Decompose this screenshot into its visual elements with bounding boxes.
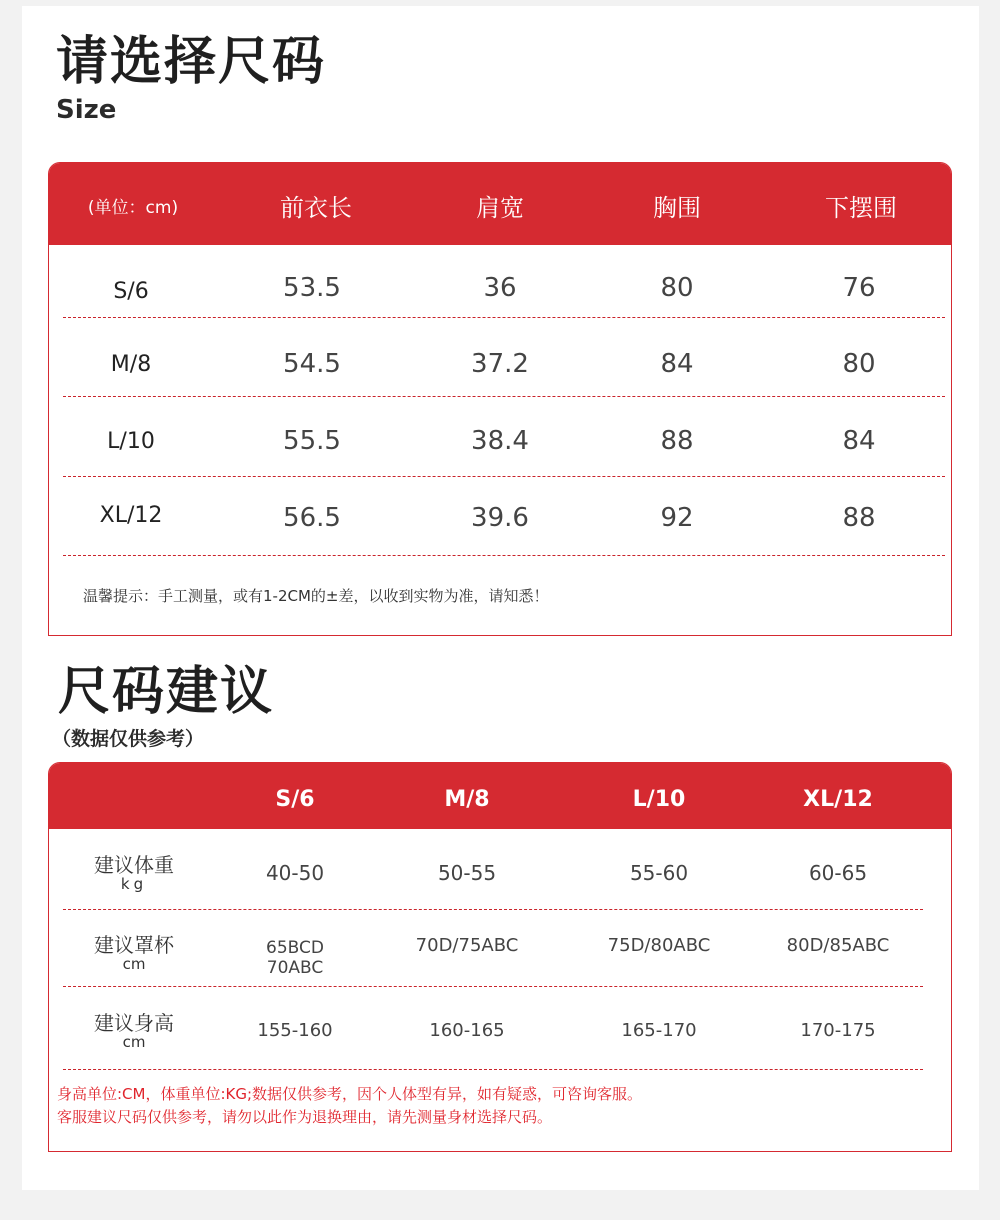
recommend-header-m: M/8 [444,787,490,812]
value-hem: 76 [842,273,876,303]
size-label: XL/12 [99,503,163,528]
value-shoulder: 36 [483,273,517,303]
size-label: S/6 [113,279,149,304]
row-label-weight: 建议体重 [94,853,174,877]
measurement-note: 温馨提示：手工测量，或有1-2CM的±差，以收到实物为准，请知悉！ [83,587,549,605]
value-shoulder: 38.4 [471,426,529,456]
value-cup-m: 70D/75ABC [415,935,519,956]
row-unit-cup: cm [122,955,146,973]
row-divider [63,317,945,318]
size-header-length: 前衣长 [280,194,352,222]
row-unit-height: cm [122,1033,146,1051]
row-divider [63,986,923,987]
value-weight-m: 50-55 [437,861,497,885]
value-shoulder: 39.6 [471,503,529,533]
row-divider [63,476,945,477]
size-label: L/10 [107,429,155,454]
value-cup-xl: 80D/85ABC [786,935,890,956]
size-header-unit: (单位：cm) [87,198,179,218]
value-length: 53.5 [283,273,341,303]
row-divider [63,555,945,556]
value-cup-s: 65BCD 70ABC [266,938,324,978]
value-height-xl: 170-175 [800,1020,876,1041]
recommend-table [48,762,952,1152]
row-label-height: 建议身高 [94,1011,174,1035]
value-hem: 84 [842,426,876,456]
value-chest: 80 [660,273,694,303]
size-section-title: 请选择尺码 [56,32,327,92]
value-length: 56.5 [283,503,341,533]
value-weight-s: 40-50 [265,861,325,885]
value-chest: 84 [660,349,694,379]
size-section-subtitle: Size [56,95,117,125]
value-chest: 88 [660,426,694,456]
size-label: M/8 [110,352,152,377]
value-height-s: 155-160 [257,1020,333,1041]
row-unit-weight: kg [120,875,148,893]
value-cup-l: 75D/80ABC [607,935,711,956]
size-header-shoulder: 肩宽 [476,194,524,222]
value-height-m: 160-165 [429,1020,505,1041]
recommend-note-1: 身高单位:CM，体重单位:KG;数据仅供参考，因个人体型有异，如有疑惑，可咨询客服。 [57,1085,643,1103]
recommend-note-2: 客服建议尺码仅供参考，请勿以此作为退换理由，请先测量身材选择尺码。 [57,1108,553,1126]
value-length: 55.5 [283,426,341,456]
recommend-section-title: 尺码建议 [58,662,275,722]
value-length: 54.5 [283,349,341,379]
size-table-header [49,163,951,245]
value-hem: 88 [842,503,876,533]
value-height-l: 165-170 [621,1020,697,1041]
recommend-header-xl: XL/12 [803,787,873,812]
recommend-header-l: L/10 [632,787,686,812]
value-weight-l: 55-60 [629,861,689,885]
row-divider [63,396,945,397]
value-weight-xl: 60-65 [808,861,868,885]
row-divider [63,909,923,910]
recommend-section-subtitle: （数据仅供参考） [52,728,205,750]
size-header-hem: 下摆围 [825,194,897,222]
size-header-chest: 胸围 [653,194,701,222]
value-chest: 92 [660,503,694,533]
row-divider [63,1069,923,1070]
recommend-header-s: S/6 [275,787,315,812]
value-hem: 80 [842,349,876,379]
size-table [48,162,952,636]
value-shoulder: 37.2 [471,349,529,379]
row-label-cup: 建议罩杯 [94,933,174,957]
recommend-table-header [49,763,951,829]
